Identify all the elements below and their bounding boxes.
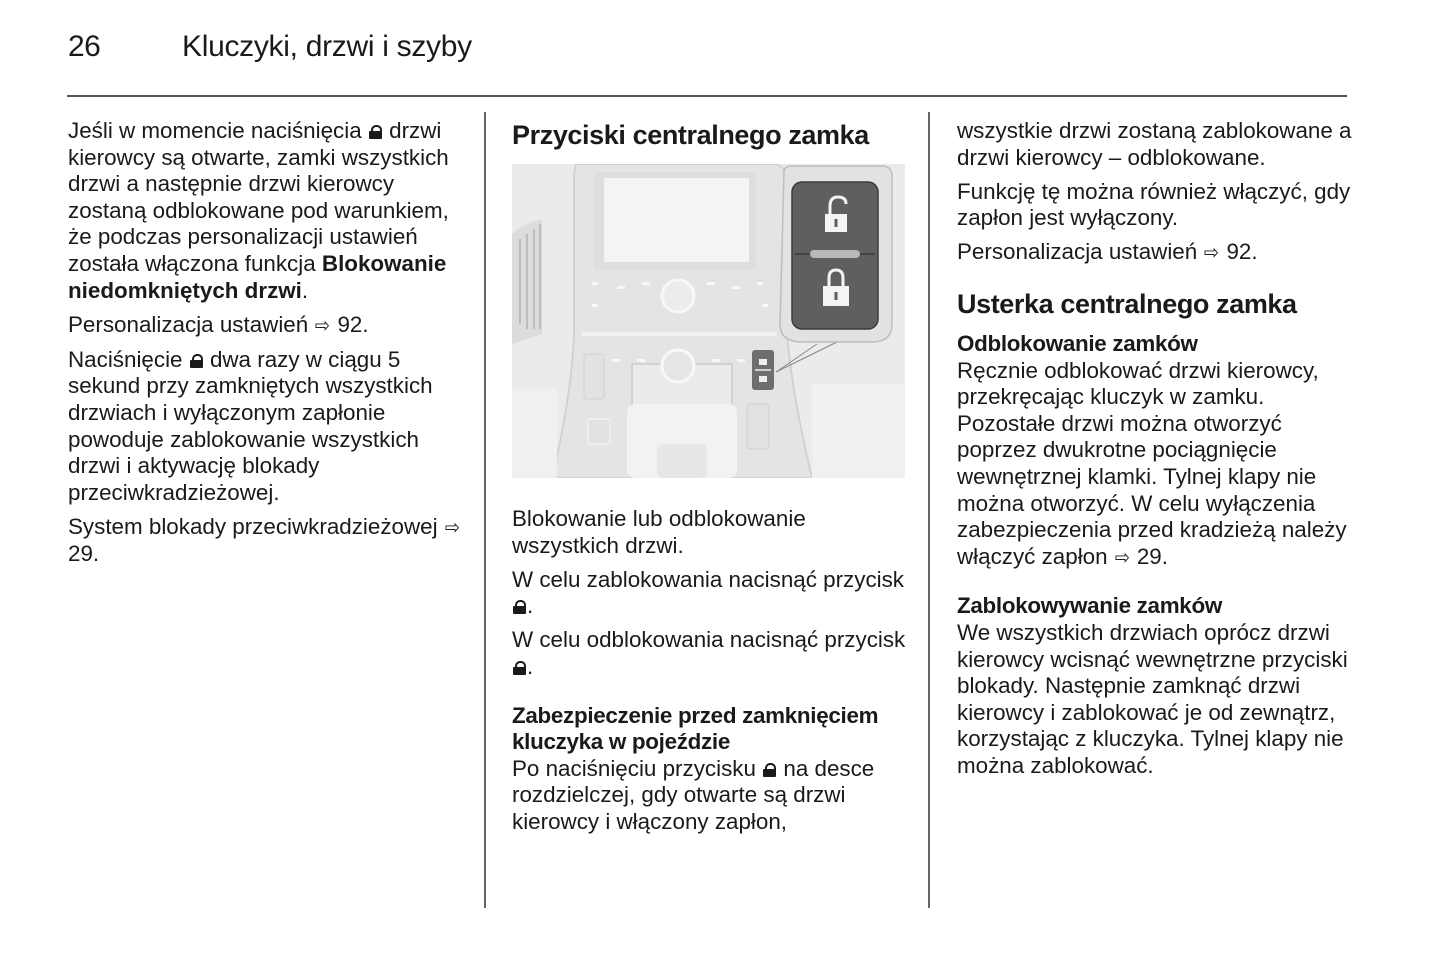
page-ref-arrow-icon: ⇨ xyxy=(1114,546,1130,569)
section-heading: Usterka centralnego zamka xyxy=(957,288,1297,319)
page-ref-arrow-icon: ⇨ xyxy=(1204,242,1220,265)
column-divider-1 xyxy=(484,112,486,908)
page-ref-link[interactable]: 92. xyxy=(1226,239,1258,265)
feature-name: Blokowanie niedomkniętych drzwi xyxy=(68,250,447,303)
chapter-title: Kluczyki, drzwi i szyby xyxy=(182,30,472,63)
page-ref-link[interactable]: 29. xyxy=(68,541,100,567)
column-divider-2 xyxy=(928,112,930,908)
paragraph: Po naciśnięciu przycisku na desce rozdzielczej, gdy otwarte są drzwi kierowcy i włączony zapłon, xyxy=(512,755,875,834)
cross-reference: Personalizacja ustawień ⇨ 92. xyxy=(957,239,1357,267)
column-2 xyxy=(512,118,912,843)
page-ref-arrow-icon: ⇨ xyxy=(315,314,331,337)
paragraph: We wszystkich drzwiach oprócz drzwi kierowcy wcisnąć wewnętrzne przyciski blokady. Następnie zamknąć drzwi kierowcy i zablokować je od zewnątrz, korzystając z kluczyka. Tylnej klapy nie można zablokować. xyxy=(957,619,1348,778)
page-ref-link[interactable]: 92. xyxy=(337,311,369,337)
paragraph: Naciśnięcie dwa razy w ciągu 5 sekund przy zamkniętych wszystkich drzwiach i wyłączonym zapłonie powoduje zablokowanie wszystkich drzwi i aktywację blokady przeciwkradzieżowej. xyxy=(68,346,433,505)
subsection-heading: Zablokowywanie zamków xyxy=(957,593,1222,619)
page-number: 26 xyxy=(68,30,101,63)
page-ref-arrow-icon: ⇨ xyxy=(444,516,460,539)
paragraph: Funkcję tę można również włączyć, gdy zapłon jest wyłączony. xyxy=(957,178,1351,231)
header-divider xyxy=(67,95,1347,97)
lock-icon xyxy=(513,600,526,614)
section-heading: Przyciski centralnego zamka xyxy=(512,120,869,150)
cross-reference: Personalizacja ustawień ⇨ 92. xyxy=(68,312,473,340)
lock-icon xyxy=(763,763,776,777)
lock-icon xyxy=(190,354,203,368)
paragraph: Ręcznie odblokować drzwi kierowcy, przekręcając kluczyk w zamku. Pozostałe drzwi można otworzyć poprzez dwukrotne pociągnięcie wewnętrznej klamki. Tylnej klapy nie można otworzyć. W celu wyłączenia zabezpieczenia przed kradzieżą należy włączyć zapłon ⇨ 29. xyxy=(957,358,1357,572)
page-ref-link[interactable]: 29. xyxy=(1136,543,1168,569)
paragraph: W celu zablokowania nacisnąć przycisk . xyxy=(512,566,905,619)
paragraph: Jeśli w momencie naciśnięcia drzwi kierowcy są otwarte, zamki wszystkich drzwi a następnie drzwi kierowcy zostaną odblokowane pod warunkiem, że podczas personalizacji ustawień została włączona funkcja Blokowanie niedomkniętych drzwi. xyxy=(68,118,449,303)
central-lock-figure xyxy=(512,164,905,478)
lock-icon xyxy=(369,125,382,139)
column-3 xyxy=(957,118,1357,787)
column-1 xyxy=(68,118,473,576)
subsection-heading: Odblokowanie zamków xyxy=(957,330,1198,356)
cross-reference: System blokady przeciwkradzieżowej ⇨ 29. xyxy=(68,513,460,567)
paragraph: wszystkie drzwi zostaną zablokowane a drzwi kierowcy – odblokowane. xyxy=(957,118,1352,170)
paragraph: W celu odblokowania nacisnąć przycisk . xyxy=(512,627,906,679)
unlock-icon xyxy=(513,661,526,675)
subsection-heading: Zabezpieczenie przed zamknięciem kluczyka w pojeździe xyxy=(512,702,879,755)
paragraph: Blokowanie lub odblokowanie wszystkich drzwi. xyxy=(512,506,806,558)
